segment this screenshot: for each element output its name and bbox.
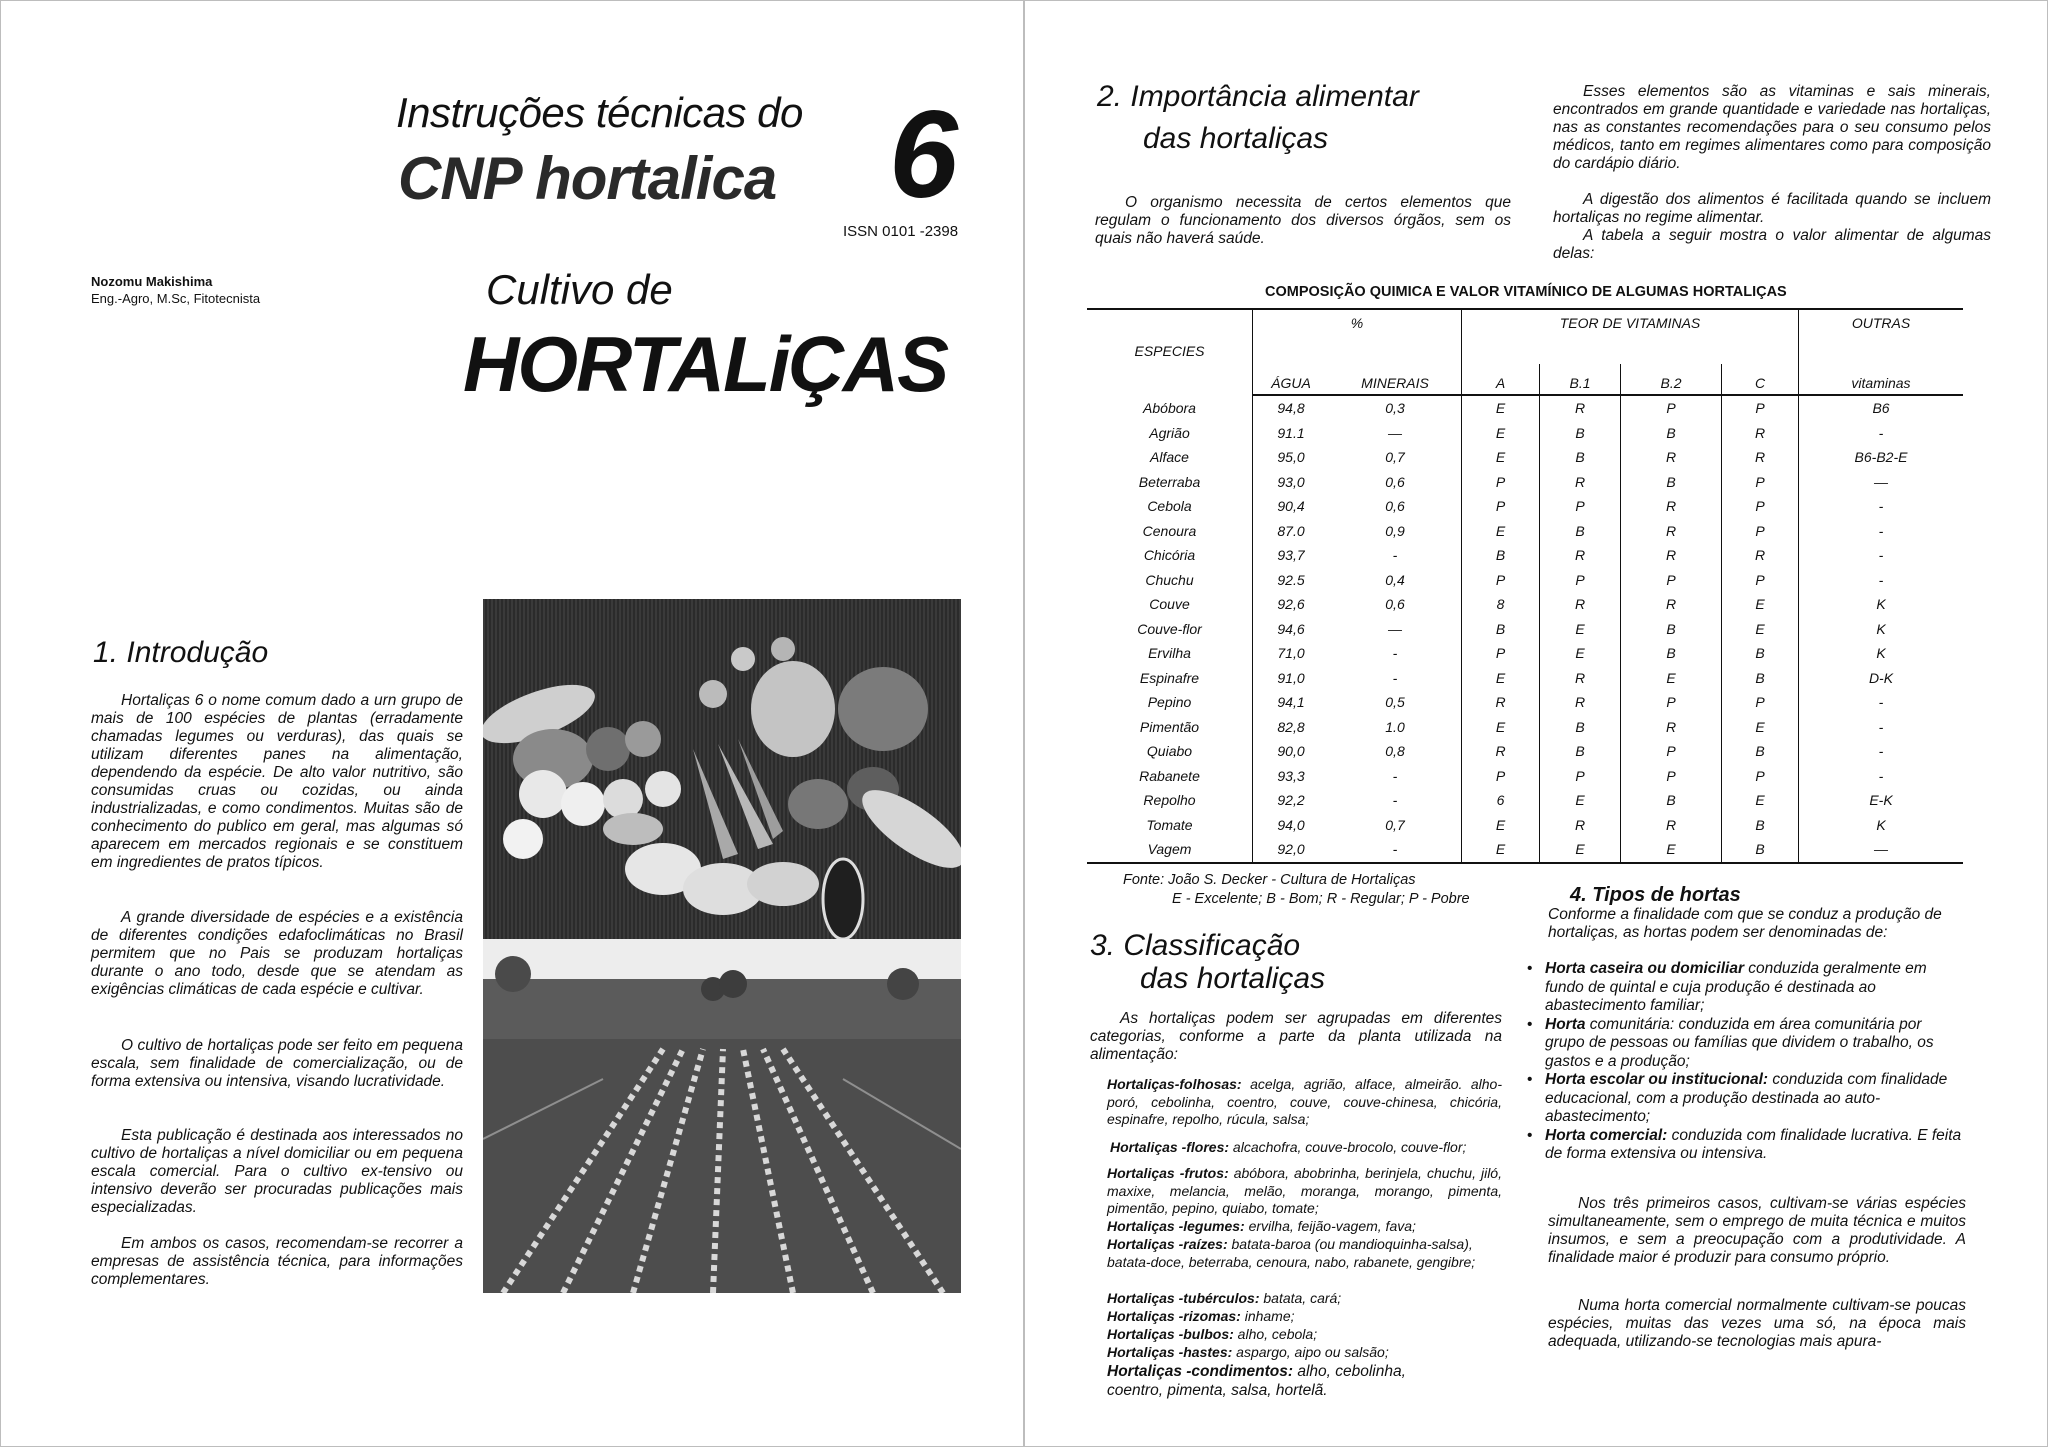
cell-agua: 91,0 <box>1253 666 1330 691</box>
table-source: Fonte: João S. Decker - Cultura de Hortaliças <box>1123 872 1416 888</box>
section-2-paragraph-3: A tabela a seguir mostra o valor alimentar de algumas delas: <box>1553 227 1991 262</box>
cell-agua: 95,0 <box>1253 445 1330 470</box>
cell-outras: D-K <box>1799 666 1964 691</box>
cell-outras: - <box>1799 543 1964 568</box>
cell-vit-b1: B <box>1540 519 1621 544</box>
header-c: C <box>1722 364 1799 395</box>
cell-species: Pepino <box>1147 694 1192 711</box>
cell-vit-b1: R <box>1540 592 1621 617</box>
cell-outras: - <box>1799 421 1964 446</box>
cell-vit-b2: P <box>1621 395 1722 421</box>
section-3-heading: 3. Classificação <box>1090 929 1301 962</box>
cell-vit-b2: R <box>1621 592 1722 617</box>
header-b2: B.2 <box>1621 364 1722 395</box>
cell-vit-c: R <box>1722 421 1799 446</box>
cell-vit-b1: E <box>1540 641 1621 666</box>
class-bulbos: Hortaliças -bulbos: alho, cebola; <box>1107 1326 1318 1342</box>
cell-agua: 94,8 <box>1253 395 1330 421</box>
cell-outras: - <box>1799 494 1964 519</box>
cell-agua: 91.1 <box>1253 421 1330 446</box>
table-row <box>1087 715 1963 740</box>
series-name: CNP hortalica <box>398 145 777 212</box>
cell-vit-a: 8 <box>1462 592 1540 617</box>
cell-minerais: - <box>1392 792 1398 809</box>
section-2-paragraph-2: A digestão dos alimentos é facilitada quando se incluem hortaliças no regime alimentar. <box>1553 191 1991 226</box>
cell-minerais: 0,7 <box>1385 449 1405 466</box>
cell-vit-b2: B <box>1621 470 1722 495</box>
table-row <box>1087 837 1963 863</box>
table-row <box>1087 543 1963 568</box>
cell-vit-c: P <box>1722 568 1799 593</box>
cell-vit-a: 6 <box>1462 788 1540 813</box>
cell-minerais: 0,6 <box>1385 498 1405 515</box>
cell-vit-b2: P <box>1621 568 1722 593</box>
cell-vit-c: P <box>1722 519 1799 544</box>
cell-agua: 71,0 <box>1253 641 1330 666</box>
cell-vit-b2: R <box>1621 543 1722 568</box>
cell-species: Repolho <box>1143 792 1196 809</box>
cell-vit-b2: R <box>1621 445 1722 470</box>
cell-vit-b1: P <box>1540 764 1621 789</box>
cell-species: Cebola <box>1147 498 1192 515</box>
cell-species: Rabanete <box>1139 767 1200 784</box>
table-row <box>1087 421 1963 446</box>
table-row <box>1087 494 1963 519</box>
cell-minerais: 0,4 <box>1385 571 1405 588</box>
header-teor-vitaminas: TEOR DE VITAMINAS <box>1462 309 1799 364</box>
cell-species: Chicória <box>1143 547 1196 564</box>
list-item: • Horta escolar ou institucional: conduzida com finalidade educacional, com a produção destinada ao auto-abastecimento; <box>1527 1071 1948 1125</box>
cell-species: Chuchu <box>1145 571 1194 588</box>
cell-species: Espinafre <box>1139 669 1200 686</box>
cell-outras: K <box>1799 592 1964 617</box>
header-agua: ÁGUA <box>1253 364 1330 395</box>
cell-vit-b1: R <box>1540 666 1621 691</box>
class-raizes: Hortaliças -raízes: batata-baroa (ou mandioquinha-salsa), batata-doce, beterraba, cenoura, nabo, rabanete, gengibre; <box>1107 1236 1476 1270</box>
section-4-heading: 4. Tipos de hortas <box>1570 884 1741 906</box>
intro-paragraph-4: Esta publicação é destinada aos interessados no cultivo de hortaliças a nível domiciliar ou em pequena escala comercial. Para o cultivo ex-tensivo ou intensivo deverão ser procuradas publicações mais especializadas. <box>91 1127 463 1216</box>
cell-vit-b1: E <box>1540 837 1621 863</box>
class-tuberculos: Hortaliças -tubérculos: batata, cará; <box>1107 1290 1342 1306</box>
cell-species: Ervilha <box>1148 645 1191 662</box>
list-item: • Horta comercial: conduzida com finalidade lucrativa. E feita de forma extensiva ou intensiva. <box>1527 1126 1962 1162</box>
cell-vit-c: P <box>1722 494 1799 519</box>
cell-vit-b1: R <box>1540 543 1621 568</box>
cell-species: Cenoura <box>1142 522 1197 539</box>
cell-agua: 87.0 <box>1253 519 1330 544</box>
cell-outras: — <box>1799 470 1964 495</box>
section-2-heading-cont: das hortaliças <box>1143 122 1329 155</box>
cell-vit-b1: B <box>1540 715 1621 740</box>
cell-outras: — <box>1799 837 1964 863</box>
author-title: Eng.-Agro, M.Sc, Fitotecnista <box>91 291 261 306</box>
intro-paragraph-5: Em ambos os casos, recomendam-se recorrer a empresas de assistência técnica, para informações complementares. <box>91 1235 463 1288</box>
header-especies: ESPECIES <box>1087 309 1253 395</box>
cell-vit-a: E <box>1462 813 1540 838</box>
cell-minerais: 1.0 <box>1385 718 1405 735</box>
cell-outras: K <box>1799 641 1964 666</box>
cell-outras: B6 <box>1799 395 1964 421</box>
nutrition-table <box>1087 308 1963 864</box>
cell-vit-c: P <box>1722 395 1799 421</box>
cell-vit-b2: P <box>1621 764 1722 789</box>
cell-vit-b1: B <box>1540 445 1621 470</box>
class-rizomas: Hortaliças -rizomas: inhame; <box>1107 1308 1295 1324</box>
list-item: • Horta caseira ou domiciliar conduzida geralmente em fundo de quintal e cuja produção é destinada ao abastecimento familiar; <box>1527 960 1927 1014</box>
section-2-paragraph-1: Esses elementos são as vitaminas e sais minerais, encontrados em grande quantidade e variedade nas hortaliças, nas as constantes recomendações para o seu consumo pelos médicos, tanto em regimes alimentares como para composição do cardápio diário. <box>1553 83 1991 172</box>
cell-agua: 92,2 <box>1253 788 1330 813</box>
cell-vit-b1: B <box>1540 421 1621 446</box>
header-vitaminas: vitaminas <box>1799 364 1964 395</box>
cell-vit-b2: P <box>1621 690 1722 715</box>
section-2-intro: O organismo necessita de certos elementos que regulam o funcionamento dos diversos órgãos, sem os quais não haverá saúde. <box>1095 194 1511 247</box>
cell-species: Vagem <box>1087 837 1253 863</box>
cell-vit-c: B <box>1722 666 1799 691</box>
cell-minerais: 0,6 <box>1385 596 1405 613</box>
cell-minerais: — <box>1388 424 1402 441</box>
cell-outras: - <box>1799 715 1964 740</box>
table-row <box>1087 690 1963 715</box>
cell-species: Beterraba <box>1138 473 1201 490</box>
cell-vit-a: R <box>1462 739 1540 764</box>
issn: ISSN 0101 -2398 <box>843 223 959 240</box>
cell-vit-c: R <box>1722 543 1799 568</box>
cell-vit-b2: R <box>1621 494 1722 519</box>
cell-vit-a: P <box>1462 764 1540 789</box>
cell-vit-b2: E <box>1621 666 1722 691</box>
cell-vit-b2: B <box>1621 421 1722 446</box>
intro-paragraph-2: A grande diversidade de espécies e a existência de diferentes condições edafoclimáticas no Brasil permitem que no Pais se produzam hortaliças durante o ano todo, desde que se atendam as exigências climáticas de cada espécie e cultivar. <box>91 909 463 998</box>
cell-minerais: 0,5 <box>1385 694 1405 711</box>
cell-vit-c: P <box>1722 690 1799 715</box>
cell-vit-b1: R <box>1540 813 1621 838</box>
cell-minerais: - <box>1392 645 1398 662</box>
cell-vit-a: E <box>1462 395 1540 421</box>
cell-minerais: 0,3 <box>1385 400 1405 417</box>
cell-species: Quiabo <box>1146 743 1193 760</box>
cell-species: Pimentão <box>1139 718 1200 735</box>
cell-outras: - <box>1799 739 1964 764</box>
cell-vit-b2: B <box>1621 641 1722 666</box>
section-4-paragraph-1: Nos três primeiros casos, cultivam-se várias espécies simultaneamente, sem o emprego de muita técnica e muitos insumos, e sem a preocupação com a produtividade. A finalidade maior é produzir para consumo próprio. <box>1548 1195 1966 1266</box>
cell-vit-b1: E <box>1540 788 1621 813</box>
cell-agua: 93,3 <box>1253 764 1330 789</box>
header-minerais: MINERAIS <box>1329 364 1462 395</box>
cell-agua: 90,0 <box>1253 739 1330 764</box>
cell-vit-b1: R <box>1540 690 1621 715</box>
table-row <box>1087 788 1963 813</box>
section-4-intro: Conforme a finalidade com que se conduz a produção de hortaliças, as hortas podem ser denominadas de: <box>1548 906 1942 941</box>
cell-species: Alface <box>1150 449 1189 466</box>
cell-vit-c: E <box>1722 617 1799 642</box>
cell-minerais: 0,6 <box>1385 473 1405 490</box>
section-1-heading: 1. Introdução <box>93 636 269 669</box>
cell-vit-a: P <box>1462 470 1540 495</box>
table-legend: E - Excelente; B - Bom; R - Regular; P - Pobre <box>1172 891 1470 907</box>
intro-paragraph-3: O cultivo de hortaliças pode ser feito em pequena escala, sem finalidade de comercialização, ou de forma extensiva ou intensiva, visando lucratividade. <box>91 1037 463 1090</box>
cell-vit-b2: P <box>1621 739 1722 764</box>
cell-vit-b1: P <box>1540 568 1621 593</box>
header-a: A <box>1462 364 1540 395</box>
cell-vit-a: E <box>1462 666 1540 691</box>
cell-agua: 93,7 <box>1253 543 1330 568</box>
section-3-intro: As hortaliças podem ser agrupadas em diferentes categorias, conforme a parte da planta utilizada na alimentação: <box>1090 1010 1502 1063</box>
cell-vit-a: P <box>1462 641 1540 666</box>
cell-species: Agrião <box>1149 424 1190 441</box>
cell-species: Abóbora <box>1143 399 1196 416</box>
cell-vit-b1: B <box>1540 739 1621 764</box>
issue-number: 6 <box>889 86 958 224</box>
cell-agua: 82,8 <box>1253 715 1330 740</box>
table-row <box>1087 617 1963 642</box>
cell-outras: - <box>1799 519 1964 544</box>
cell-agua: 92,6 <box>1253 592 1330 617</box>
cell-vit-b2: R <box>1621 715 1722 740</box>
class-hastes: Hortaliças -hastes: aspargo, aipo ou salsão; <box>1107 1344 1389 1360</box>
document-title-small: Cultivo de <box>486 266 673 313</box>
cell-vit-c: B <box>1722 739 1799 764</box>
cell-vit-c: E <box>1722 715 1799 740</box>
cell-agua: 90,4 <box>1253 494 1330 519</box>
horta-types-list <box>1527 960 1963 1164</box>
table-body <box>1087 395 1963 863</box>
cell-minerais: - <box>1392 669 1398 686</box>
class-folhosas: Hortaliças-folhosas: acelga, agrião, alface, almeirão. alho-poró, cebolinha, coentro, couve, couve-chinesa, chicória, espinafre, repolho, rúcula, salsa; <box>1107 1076 1502 1128</box>
cell-minerais: 0,7 <box>1385 816 1405 833</box>
vegetable-field-photo <box>483 939 961 1293</box>
cell-vit-b2: B <box>1621 788 1722 813</box>
table-row <box>1087 568 1963 593</box>
cell-minerais: — <box>1388 620 1402 637</box>
cell-outras: K <box>1799 813 1964 838</box>
class-frutos: Hortaliças -frutos: abóbora, abobrinha, berinjela, chuchu, jiló, maxixe, melancia, melão, moranga, morango, pimenta, pimentão, pepino, quiabo, tomate; <box>1107 1165 1502 1217</box>
table-row <box>1087 519 1963 544</box>
cell-vit-a: E <box>1462 445 1540 470</box>
intro-paragraph-1: Hortaliças 6 o nome comum dado a urn grupo de mais de 100 espécies de plantas (erradamente chamadas legumes ou verduras), das quais se utilizam diferentes panes na alimentação, dependendo da espécie. De alto valor nutritivo, são consumidas cruas ou cozidas, ou ainda industrializadas, e como condimentos. Muitas são de conhecimento do publico em geral, mas algumas só aparecem em mercados regionais e se constituem em ingredientes de pratos típicos. <box>91 692 463 871</box>
class-legumes: Hortaliças -legumes: ervilha, feijão-vagem, fava; <box>1107 1218 1416 1234</box>
cell-vit-c: B <box>1722 641 1799 666</box>
cell-vit-a: E <box>1462 421 1540 446</box>
cell-outras: E-K <box>1799 788 1964 813</box>
cell-species: Couve <box>1149 596 1190 613</box>
cell-species: Couve-flor <box>1137 620 1202 637</box>
cell-vit-b2: R <box>1621 519 1722 544</box>
cell-vit-b2: E <box>1621 837 1722 863</box>
table-row <box>1087 739 1963 764</box>
list-item: • Horta comunitária: conduzida em área comunitária por grupo de pessoas ou famílias que dividem o trabalho, os gastos e a produção; <box>1527 1015 1934 1070</box>
document-title: HORTALiÇAS <box>463 320 948 408</box>
cell-agua: 92.5 <box>1253 568 1330 593</box>
cell-vit-b2: B <box>1621 617 1722 642</box>
cell-agua: 94,6 <box>1253 617 1330 642</box>
cell-agua: 94,0 <box>1253 813 1330 838</box>
cell-outras: - <box>1799 690 1964 715</box>
table-row <box>1087 445 1963 470</box>
cell-minerais: 0,9 <box>1385 522 1405 539</box>
cell-vit-b1: P <box>1540 494 1621 519</box>
cell-vit-c: B <box>1722 837 1799 863</box>
cell-outras: K <box>1799 617 1964 642</box>
section-2-heading: 2. Importância alimentar <box>1097 80 1419 113</box>
table-row <box>1087 641 1963 666</box>
header-outras: OUTRAS <box>1799 309 1964 364</box>
cell-outras: B6-B2-E <box>1799 445 1964 470</box>
cell-vit-a: B <box>1462 617 1540 642</box>
cell-vit-c: P <box>1722 470 1799 495</box>
cell-agua: 92,0 <box>1253 837 1330 863</box>
cell-vit-b1: R <box>1540 470 1621 495</box>
cell-minerais: - <box>1392 547 1398 564</box>
cell-vit-c: B <box>1722 813 1799 838</box>
table-title: COMPOSIÇÃO QUIMICA E VALOR VITAMÍNICO DE ALGUMAS HORTALIÇAS <box>1265 284 1787 300</box>
table-row <box>1087 592 1963 617</box>
series-title: Instruções técnicas do <box>396 89 803 136</box>
cell-outras: - <box>1799 568 1964 593</box>
cell-vit-c: E <box>1722 592 1799 617</box>
cell-vit-c: E <box>1722 788 1799 813</box>
cell-vit-a: E <box>1462 715 1540 740</box>
cell-vit-c: P <box>1722 764 1799 789</box>
table-row <box>1087 395 1963 421</box>
cell-agua: 93,0 <box>1253 470 1330 495</box>
class-flores: Hortaliças -flores: alcachofra, couve-brocolo, couve-flor; <box>1110 1139 1467 1155</box>
cell-vit-a: E <box>1462 837 1540 863</box>
table-row <box>1087 813 1963 838</box>
cell-vit-c: R <box>1722 445 1799 470</box>
cell-vit-a: B <box>1462 543 1540 568</box>
cell-vit-a: E <box>1462 519 1540 544</box>
cell-vit-a: P <box>1462 568 1540 593</box>
cell-agua: 94,1 <box>1253 690 1330 715</box>
cell-minerais: - <box>1392 767 1398 784</box>
cell-outras: - <box>1799 764 1964 789</box>
table-row <box>1087 666 1963 691</box>
cell-species: Tomate <box>1146 816 1193 833</box>
cell-vit-a: R <box>1462 690 1540 715</box>
cell-vit-b1: R <box>1540 395 1621 421</box>
header-b1: B.1 <box>1540 364 1621 395</box>
cell-vit-a: P <box>1462 494 1540 519</box>
cell-vit-b1: E <box>1540 617 1621 642</box>
table-row <box>1087 764 1963 789</box>
vegetables-photo <box>483 599 961 939</box>
class-condimentos: Hortaliças -condimentos: alho, cebolinha, coentro, pimenta, salsa, hortelã. <box>1107 1363 1406 1399</box>
section-3-heading-cont: das hortaliças <box>1140 962 1326 995</box>
section-4-paragraph-2: Numa horta comercial normalmente cultivam-se poucas espécies, muitas das vezes uma só, na época mais adequada, utilizando-se tecnologias mais apura- <box>1548 1297 1966 1350</box>
author-name: Nozomu Makishima <box>91 274 213 289</box>
cell-minerais: 0,8 <box>1385 743 1405 760</box>
table-row <box>1087 470 1963 495</box>
cell-vit-b2: R <box>1621 813 1722 838</box>
cell-minerais: - <box>1329 837 1462 863</box>
header-percent: % <box>1253 309 1462 364</box>
